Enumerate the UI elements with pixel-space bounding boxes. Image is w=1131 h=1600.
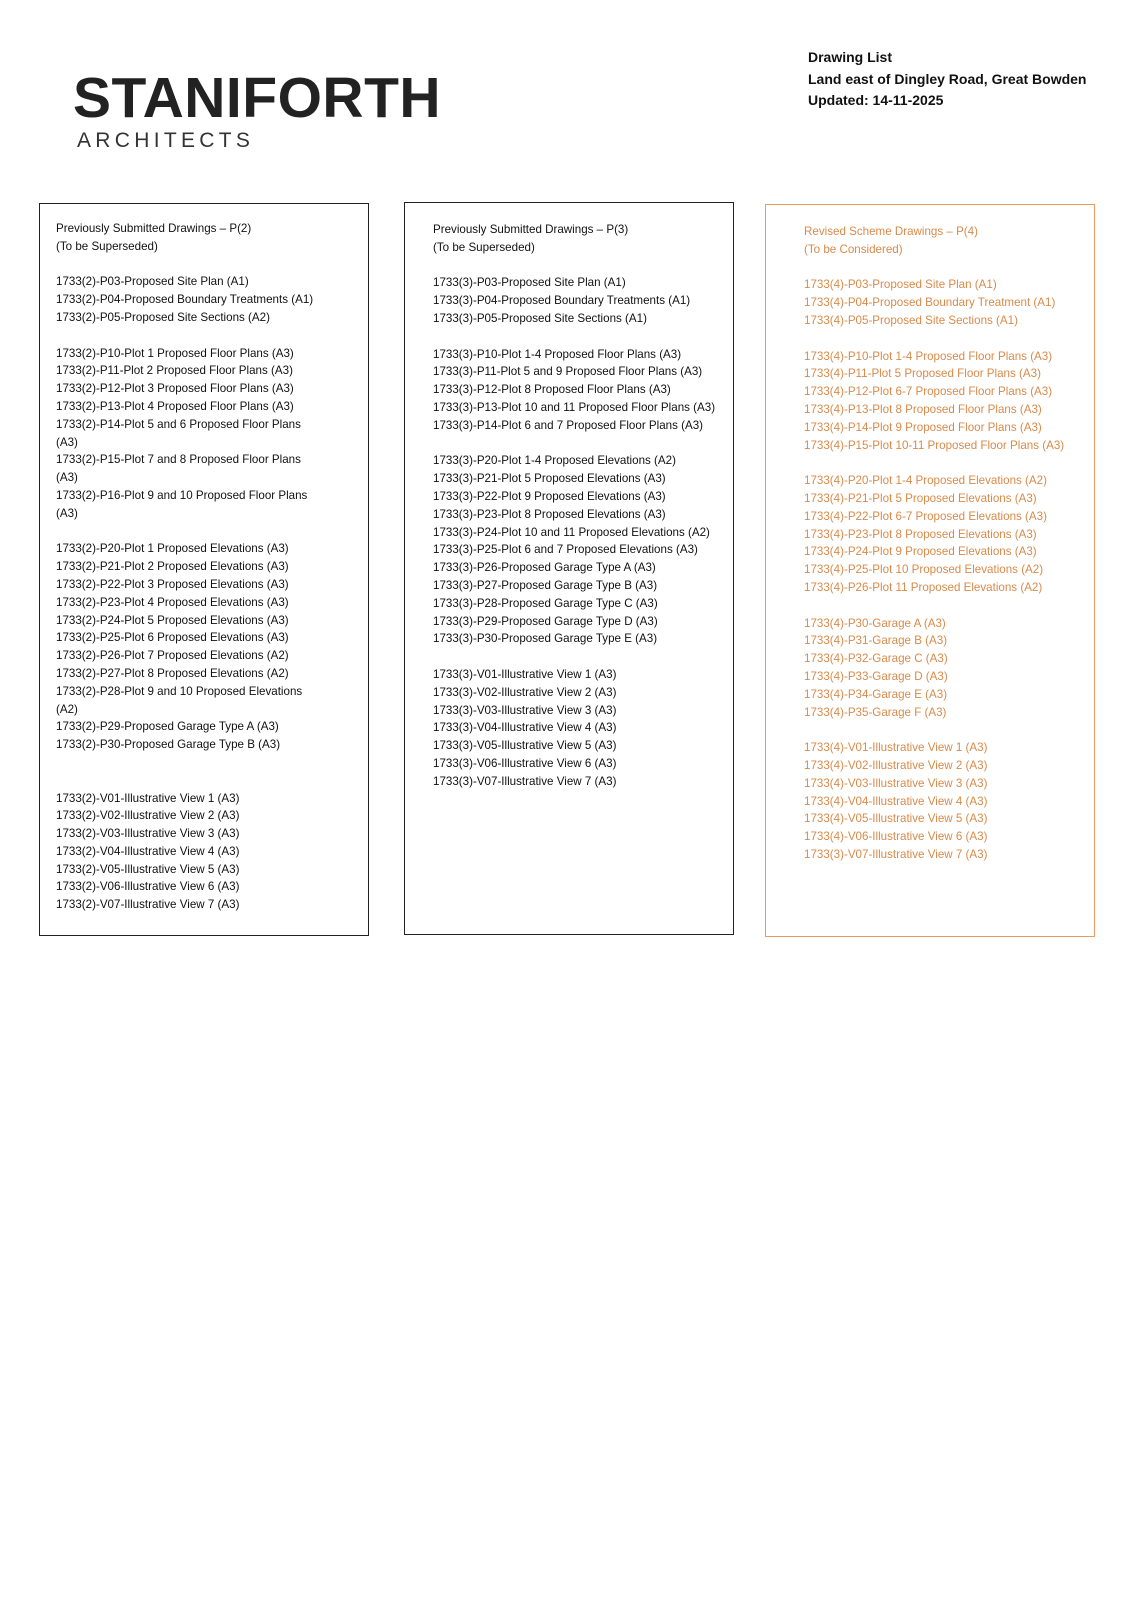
drawing-item: 1733(2)-P05-Proposed Site Sections (A2) bbox=[56, 310, 270, 324]
drawing-list-header bbox=[808, 47, 1086, 112]
drawing-item: 1733(4)-P31-Garage B (A3) bbox=[804, 634, 948, 648]
drawing-item: (A3) bbox=[56, 435, 78, 449]
drawing-item: 1733(2)-P26-Plot 7 Proposed Elevations (A2) bbox=[56, 649, 289, 663]
drawing-item: 1733(2)-P21-Plot 2 Proposed Elevations (A3) bbox=[56, 560, 289, 574]
drawing-item: 1733(4)-P10-Plot 1-4 Proposed Floor Plans (A3) bbox=[804, 349, 1053, 363]
drawing-item: 1733(3)-P13-Plot 10 and 11 Proposed Floor Plans (A3) bbox=[433, 400, 716, 414]
drawing-item: 1733(3)-P12-Plot 8 Proposed Floor Plans (A3) bbox=[433, 383, 671, 397]
column-subtitle: (To be Considered) bbox=[804, 242, 903, 256]
drawing-item: 1733(2)-P25-Plot 6 Proposed Elevations (A3) bbox=[56, 631, 289, 645]
drawing-item: 1733(4)-P23-Plot 8 Proposed Elevations (A3) bbox=[804, 527, 1037, 541]
drawing-item: 1733(4)-P05-Proposed Site Sections (A1) bbox=[804, 313, 1018, 327]
logo-wordmark: STANIFORTH bbox=[73, 66, 442, 130]
drawing-item: 1733(4)-P35-Garage F (A3) bbox=[804, 705, 947, 719]
column-p2-superseded bbox=[39, 203, 369, 936]
drawing-item: 1733(3)-P22-Plot 9 Proposed Elevations (A3) bbox=[433, 489, 666, 503]
drawing-item: 1733(4)-P03-Proposed Site Plan (A1) bbox=[804, 278, 997, 292]
column-subtitle: (To be Superseded) bbox=[56, 239, 158, 253]
column-title: Revised Scheme Drawings – P(4) bbox=[804, 225, 978, 238]
logo-subtitle: ARCHITECTS bbox=[77, 129, 255, 152]
drawing-item: 1733(3)-P20-Plot 1-4 Proposed Elevations (A2) bbox=[433, 454, 676, 468]
header-title: Drawing List bbox=[808, 49, 893, 65]
drawing-item: 1733(3)-P28-Proposed Garage Type C (A3) bbox=[433, 596, 658, 610]
drawing-item: 1733(3)-V04-Illustrative View 4 (A3) bbox=[433, 721, 617, 735]
drawing-item: 1733(2)-P22-Plot 3 Proposed Elevations (A3) bbox=[56, 577, 289, 591]
drawing-item: 1733(3)-P30-Proposed Garage Type E (A3) bbox=[433, 632, 658, 646]
drawing-item: 1733(3)-P21-Plot 5 Proposed Elevations (A3) bbox=[433, 472, 666, 486]
drawing-item: 1733(4)-V05-Illustrative View 5 (A3) bbox=[804, 812, 988, 826]
drawing-item: 1733(2)-V05-Illustrative View 5 (A3) bbox=[56, 862, 240, 876]
drawing-item: 1733(2)-P10-Plot 1 Proposed Floor Plans (A3) bbox=[56, 346, 294, 360]
drawing-item: 1733(4)-P15-Plot 10-11 Proposed Floor Plans (A3) bbox=[804, 438, 1065, 452]
drawing-item: 1733(2)-P24-Plot 5 Proposed Elevations (A3) bbox=[56, 613, 289, 627]
drawing-item: 1733(3)-P23-Plot 8 Proposed Elevations (A3) bbox=[433, 507, 666, 521]
group-spacer bbox=[56, 256, 368, 274]
drawing-item: 1733(2)-P16-Plot 9 and 10 Proposed Floor Plans bbox=[56, 488, 308, 502]
drawing-item: 1733(3)-V07-Illustrative View 7 (A3) bbox=[804, 847, 988, 861]
drawing-item: (A3) bbox=[56, 471, 78, 485]
drawing-item: 1733(3)-P05-Proposed Site Sections (A1) bbox=[433, 311, 647, 325]
drawing-item: 1733(2)-P15-Plot 7 and 8 Proposed Floor Plans bbox=[56, 453, 301, 467]
drawing-item: (A2) bbox=[56, 702, 78, 716]
drawing-item: 1733(2)-V01-Illustrative View 1 (A3) bbox=[56, 791, 240, 805]
group-spacer bbox=[433, 648, 733, 666]
drawing-item: 1733(3)-V01-Illustrative View 1 (A3) bbox=[433, 667, 617, 681]
drawing-item: 1733(2)-V02-Illustrative View 2 (A3) bbox=[56, 809, 240, 823]
drawing-item: 1733(3)-P04-Proposed Boundary Treatments (A1) bbox=[433, 294, 691, 308]
column-p3-superseded bbox=[404, 202, 734, 935]
column-title: Previously Submitted Drawings – P(2) bbox=[56, 222, 252, 235]
drawing-item: 1733(4)-V06-Illustrative View 6 (A3) bbox=[804, 830, 988, 844]
header-updated: Updated: 14-11-2025 bbox=[808, 92, 944, 108]
drawing-item: 1733(2)-V04-Illustrative View 4 (A3) bbox=[56, 844, 240, 858]
drawing-item: 1733(2)-P12-Plot 3 Proposed Floor Plans (A3) bbox=[56, 382, 294, 396]
drawing-item: 1733(4)-P32-Garage C (A3) bbox=[804, 652, 948, 666]
drawing-item: 1733(3)-V02-Illustrative View 2 (A3) bbox=[433, 685, 617, 699]
drawing-item: 1733(3)-V06-Illustrative View 6 (A3) bbox=[433, 756, 617, 770]
drawing-item: 1733(2)-P29-Proposed Garage Type A (A3) bbox=[56, 720, 279, 734]
drawing-item: 1733(3)-P11-Plot 5 and 9 Proposed Floor Plans (A3) bbox=[433, 365, 703, 379]
drawing-item: 1733(4)-P11-Plot 5 Proposed Floor Plans (A3) bbox=[804, 367, 1041, 381]
group-spacer bbox=[56, 327, 368, 345]
drawing-item: 1733(3)-P27-Proposed Garage Type B (A3) bbox=[433, 578, 658, 592]
drawing-item: 1733(4)-P30-Garage A (A3) bbox=[804, 616, 946, 630]
group-spacer bbox=[56, 772, 368, 790]
drawing-item: 1733(2)-P27-Plot 8 Proposed Elevations (A2) bbox=[56, 666, 289, 680]
drawing-item: 1733(4)-V02-Illustrative View 2 (A3) bbox=[804, 758, 988, 772]
drawing-item: 1733(3)-P29-Proposed Garage Type D (A3) bbox=[433, 614, 658, 628]
group-spacer bbox=[804, 330, 1094, 348]
drawing-item: 1733(2)-P28-Plot 9 and 10 Proposed Elevations bbox=[56, 684, 303, 698]
group-spacer bbox=[804, 597, 1094, 615]
drawing-item bbox=[56, 754, 368, 772]
drawing-item: 1733(4)-P21-Plot 5 Proposed Elevations (A3) bbox=[804, 491, 1037, 505]
drawing-item: 1733(4)-P25-Plot 10 Proposed Elevations (A2) bbox=[804, 563, 1044, 577]
drawing-item: 1733(3)-V07-Illustrative View 7 (A3) bbox=[433, 774, 617, 788]
drawing-item: 1733(2)-P23-Plot 4 Proposed Elevations (A3) bbox=[56, 595, 289, 609]
drawing-item: 1733(3)-V03-Illustrative View 3 (A3) bbox=[433, 703, 617, 717]
group-spacer bbox=[56, 523, 368, 541]
drawing-item: 1733(2)-P11-Plot 2 Proposed Floor Plans (A3) bbox=[56, 364, 293, 378]
drawing-item: 1733(3)-P26-Proposed Garage Type A (A3) bbox=[433, 561, 656, 575]
drawing-item: 1733(3)-V05-Illustrative View 5 (A3) bbox=[433, 739, 617, 753]
drawing-item: 1733(2)-P20-Plot 1 Proposed Elevations (A3) bbox=[56, 542, 289, 556]
drawing-item: 1733(4)-P04-Proposed Boundary Treatment (A1) bbox=[804, 296, 1056, 310]
group-spacer bbox=[804, 259, 1094, 277]
drawing-item: 1733(3)-P03-Proposed Site Plan (A1) bbox=[433, 276, 626, 290]
drawing-item: 1733(2)-V03-Illustrative View 3 (A3) bbox=[56, 827, 240, 841]
drawing-item: 1733(4)-V01-Illustrative View 1 (A3) bbox=[804, 741, 988, 755]
group-spacer bbox=[804, 454, 1094, 472]
drawing-item: 1733(3)-P24-Plot 10 and 11 Proposed Elevations (A2) bbox=[433, 525, 710, 539]
drawing-item: 1733(2)-P13-Plot 4 Proposed Floor Plans (A3) bbox=[56, 399, 294, 413]
drawing-item: 1733(4)-P24-Plot 9 Proposed Elevations (A3) bbox=[804, 545, 1037, 559]
drawing-item: 1733(4)-P33-Garage D (A3) bbox=[804, 669, 948, 683]
drawing-item: 1733(2)-P14-Plot 5 and 6 Proposed Floor Plans bbox=[56, 417, 301, 431]
group-spacer bbox=[433, 435, 733, 453]
drawing-item: (A3) bbox=[56, 506, 78, 520]
drawing-item: 1733(4)-V03-Illustrative View 3 (A3) bbox=[804, 776, 988, 790]
drawing-item: 1733(4)-P20-Plot 1-4 Proposed Elevations (A2) bbox=[804, 474, 1047, 488]
group-spacer bbox=[433, 257, 733, 275]
drawing-item: 1733(2)-P04-Proposed Boundary Treatments (A1) bbox=[56, 293, 314, 307]
header-project: Land east of Dingley Road, Great Bowden bbox=[808, 70, 1087, 87]
group-spacer bbox=[804, 721, 1094, 739]
group-spacer bbox=[433, 328, 733, 346]
drawing-item: 1733(4)-V04-Illustrative View 4 (A3) bbox=[804, 794, 988, 808]
drawing-item: 1733(2)-V06-Illustrative View 6 (A3) bbox=[56, 880, 240, 894]
drawing-item: 1733(4)-P13-Plot 8 Proposed Floor Plans (A3) bbox=[804, 402, 1042, 416]
drawing-item: 1733(3)-P25-Plot 6 and 7 Proposed Elevations (A3) bbox=[433, 543, 698, 557]
drawing-item: 1733(4)-P22-Plot 6-7 Proposed Elevations (A3) bbox=[804, 509, 1047, 523]
drawing-item: 1733(4)-P26-Plot 11 Proposed Elevations (A2) bbox=[804, 580, 1043, 594]
drawing-item: 1733(2)-P03-Proposed Site Plan (A1) bbox=[56, 275, 249, 289]
drawing-item: 1733(4)-P34-Garage E (A3) bbox=[804, 687, 948, 701]
drawing-item: 1733(3)-P14-Plot 6 and 7 Proposed Floor Plans (A3) bbox=[433, 418, 704, 432]
drawing-item: 1733(2)-P30-Proposed Garage Type B (A3) bbox=[56, 738, 281, 752]
drawing-item: 1733(4)-P12-Plot 6-7 Proposed Floor Plans (A3) bbox=[804, 385, 1053, 399]
drawing-item: 1733(4)-P14-Plot 9 Proposed Floor Plans (A3) bbox=[804, 420, 1042, 434]
column-subtitle: (To be Superseded) bbox=[433, 240, 535, 254]
column-title: Previously Submitted Drawings – P(3) bbox=[433, 223, 629, 236]
drawing-item: 1733(2)-V07-Illustrative View 7 (A3) bbox=[56, 898, 240, 912]
column-p4-revised bbox=[765, 204, 1095, 937]
staniforth-logo bbox=[73, 66, 442, 152]
drawing-item: 1733(3)-P10-Plot 1-4 Proposed Floor Plans (A3) bbox=[433, 347, 682, 361]
